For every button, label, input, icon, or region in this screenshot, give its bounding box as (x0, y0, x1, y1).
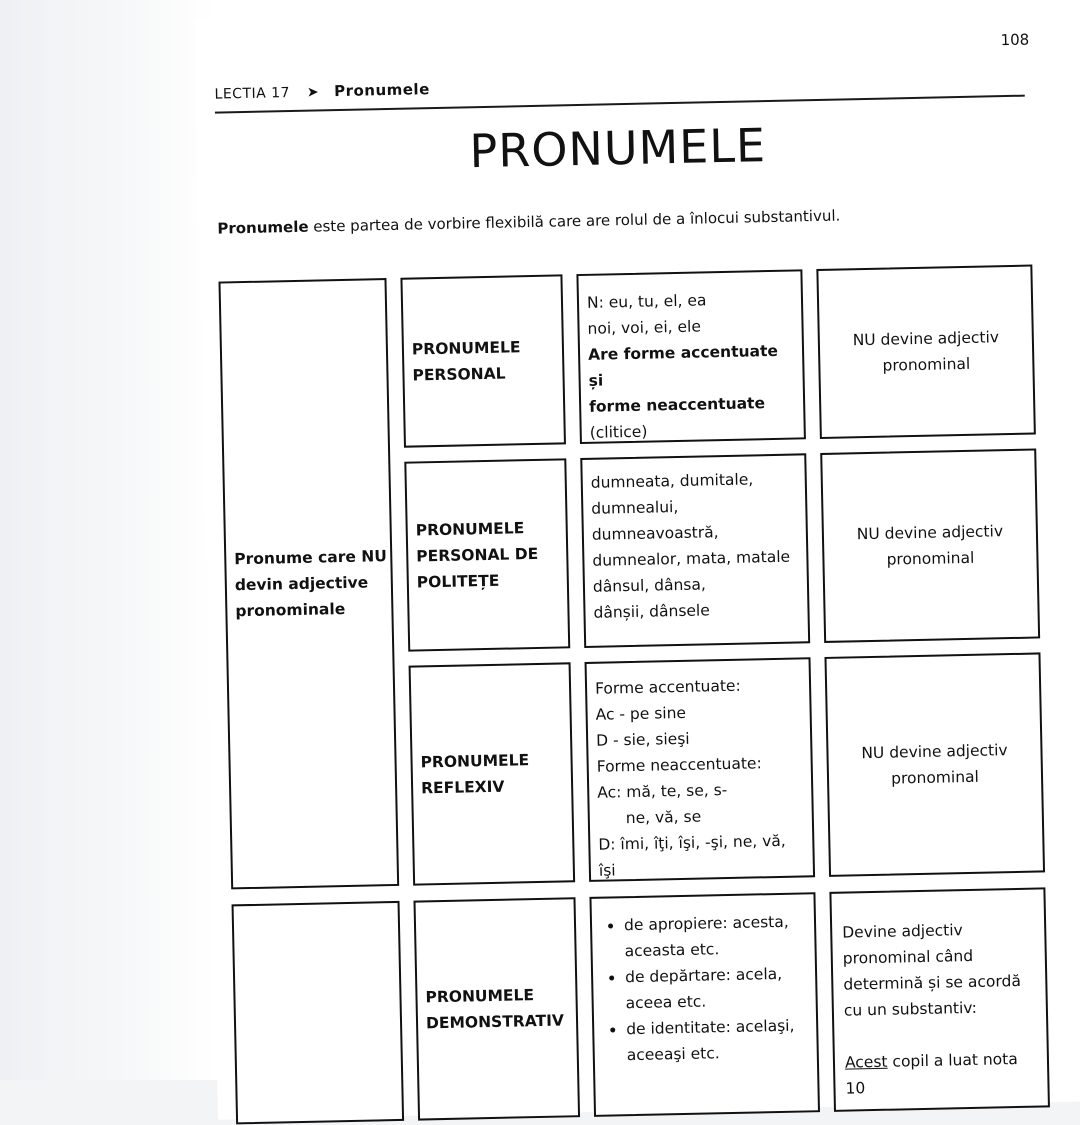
intro-rest: este partea de vorbire flexibilă care are rolul de a înlocui substantivul. (308, 206, 841, 236)
desc-bold-line: forme neaccentuate (588, 394, 766, 416)
page-title: PRONUMELE (469, 118, 767, 179)
note-personal (816, 265, 1036, 439)
list-item: • de depărtare: acela, aceea etc. (625, 960, 808, 1016)
desc-line: Ac - pe sine (595, 703, 687, 724)
desc-line: dumneata, dumitale, (590, 470, 754, 492)
desc-bold-line: Are forme accentuate și (587, 341, 779, 390)
label-personal (400, 274, 566, 447)
desc-line: D: îmi, îţi, îşi, -şi, ne, vă, îşi (598, 831, 786, 880)
desc-line: Forme accentuate: (594, 676, 741, 698)
label-text: PRONUMELE PERSONAL (411, 338, 521, 385)
label-text: PRONUMELE REFLEXIV (420, 751, 530, 798)
note-line: cu un substantiv: (843, 998, 978, 1020)
example-word: Acest (844, 1052, 888, 1072)
desc-line: dumnealui, (591, 497, 679, 518)
desc-line: (clitice) (589, 422, 648, 442)
note-reflexive (824, 652, 1045, 876)
desc-line: dumneavoastră, (591, 523, 719, 544)
desc-demonstrative (589, 892, 820, 1117)
note-demonstrative (829, 887, 1050, 1111)
lesson-topic: Pronumele (333, 80, 430, 101)
label-reflexive (409, 662, 576, 885)
label-demonstrative (413, 897, 580, 1120)
note-line: determină și se acordă (843, 971, 1022, 994)
label-text: PRONUMELE DEMONSTRATIV (425, 986, 565, 1033)
list-item: • de apropiere: acesta, aceasta etc. (624, 908, 807, 964)
example-sentence (845, 1046, 1038, 1102)
desc-politeness (580, 453, 810, 648)
note-text: NU devine adjectiv pronominal (856, 522, 1004, 569)
desc-line: dumnealor, mata, matale (592, 547, 791, 570)
example-rest: copil a luat nota 10 (845, 1049, 1018, 1098)
note-politeness (820, 448, 1040, 642)
desc-line: dânșii, dânsele (593, 601, 710, 622)
lesson-header (214, 80, 430, 103)
note-text: NU devine adjectiv pronominal (861, 741, 1008, 788)
list-item: • de identitate: acelaşi, aceeaşi etc. (626, 1012, 809, 1068)
intro-term: Pronumele (217, 217, 309, 238)
desc-reflexive (585, 657, 816, 882)
book-page (195, 1, 1080, 1119)
desc-line: N: eu, tu, el, ea (586, 291, 707, 312)
demonstrative-list (600, 908, 809, 1068)
desc-line: Ac: mă, te, se, s- (597, 781, 728, 802)
lesson-number: LECTIA 17 (214, 85, 291, 103)
desc-personal (576, 269, 806, 444)
desc-line: Forme neaccentuate: (596, 754, 762, 776)
note-line: Devine adjectiv (842, 921, 963, 942)
label-text: PRONUMELE PERSONAL DE POLITEȚE (415, 519, 539, 592)
page-number: 108 (1000, 30, 1030, 50)
desc-line: dânsul, dânsa, (592, 575, 707, 596)
arrow-right-icon: ➤ (306, 84, 320, 101)
note-text: NU devine adjectiv pronominal (852, 328, 1000, 375)
intro-sentence (217, 207, 840, 238)
group-label: Pronume care NU devin adjective pronominale (234, 547, 388, 621)
group-non-adjective (218, 278, 399, 889)
desc-line: noi, voi, ei, ele (587, 317, 702, 338)
group-adjective (232, 901, 405, 1124)
label-politeness (404, 458, 570, 651)
desc-line: D - sie, sieşi (595, 729, 690, 750)
note-line: pronominal când (842, 946, 974, 968)
desc-line: ne, vă, se (625, 807, 702, 828)
